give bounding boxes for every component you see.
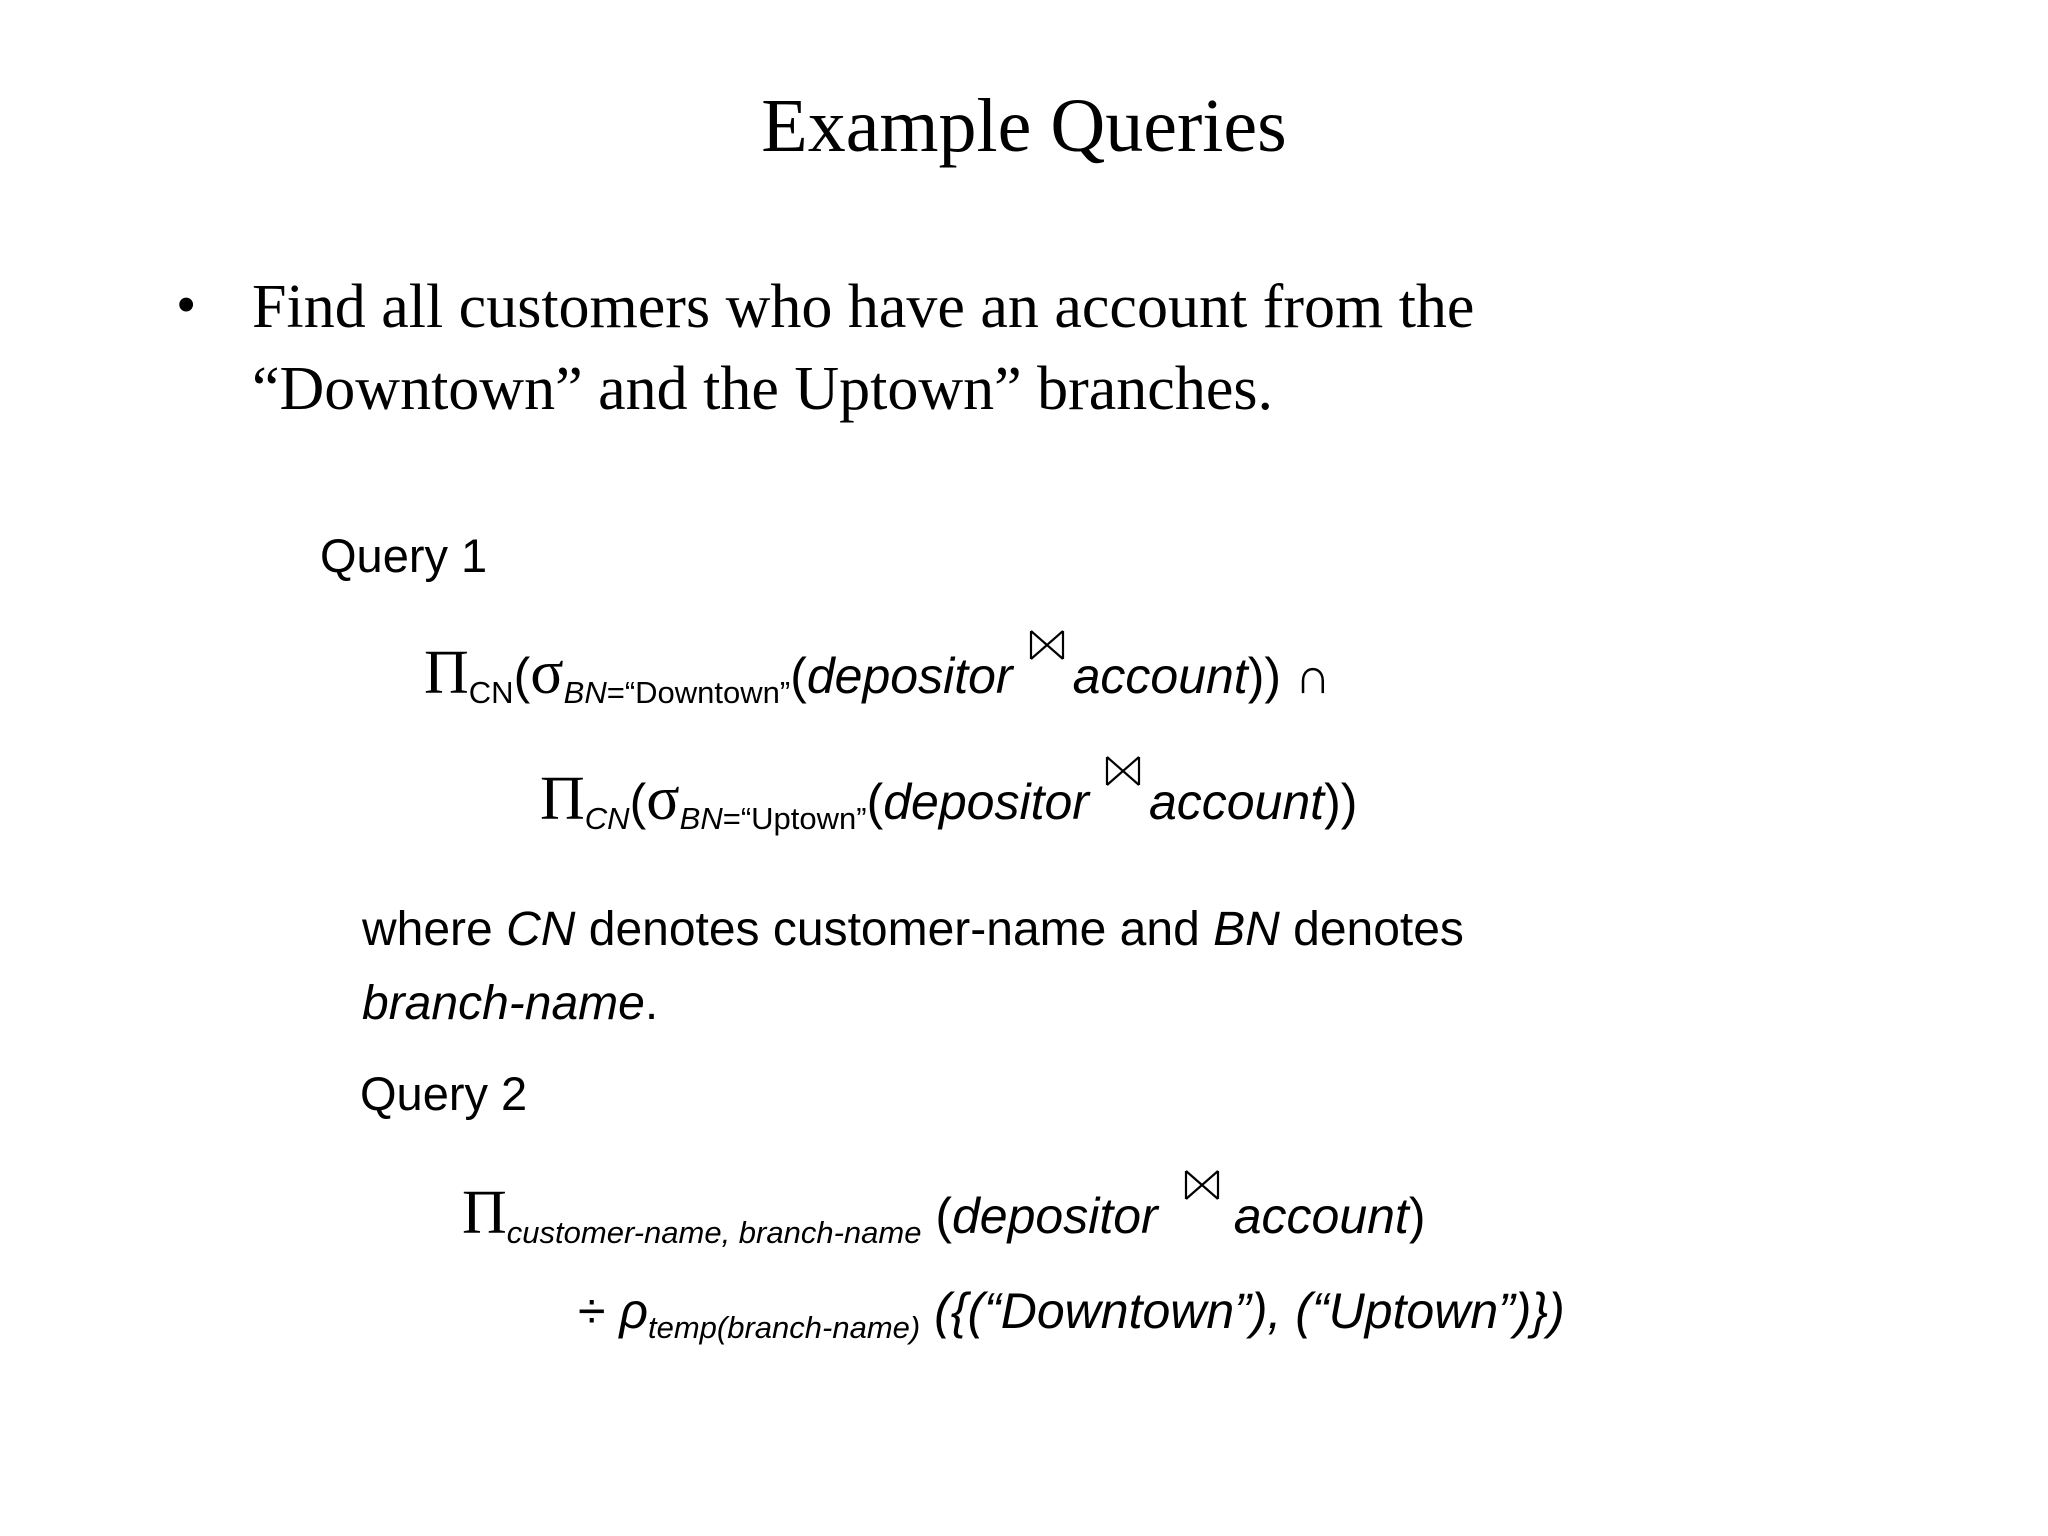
natural-join-icon	[1158, 1223, 1234, 1233]
explanation-line-2	[362, 977, 659, 1030]
intersection-operator: ∩	[1294, 648, 1331, 704]
selection-symbol: σ	[530, 639, 564, 707]
projection-subscript: CN	[584, 800, 630, 836]
bullet-text-line-1: Find all customers who have an account from the	[252, 273, 1475, 341]
bullet-text-line-2: “Downtown” and the Uptown” branches.	[252, 355, 1273, 423]
projection-subscript: customer-name, branch-name	[506, 1214, 922, 1250]
selection-value: =“Downtown”	[606, 674, 791, 710]
projection-symbol: Π	[462, 1179, 507, 1247]
explanation-text: denotes	[1279, 903, 1464, 956]
selection-attribute: BN	[679, 800, 723, 836]
paren-close: ))	[1247, 648, 1282, 704]
paren-open: (	[866, 774, 884, 830]
selection-attribute: BN	[563, 674, 607, 710]
selection-symbol: σ	[646, 765, 680, 833]
paren-close: ))	[1324, 774, 1358, 830]
selection-value: =“Uptown”	[722, 800, 867, 836]
paren-open: (	[790, 648, 807, 704]
relation-depositor: depositor	[883, 774, 1089, 830]
explanation-line-1	[362, 903, 1464, 956]
query-2-label: Query 2	[360, 1067, 528, 1120]
explanation-term-bn: BN	[1213, 903, 1280, 956]
relation-depositor: depositor	[952, 1188, 1158, 1244]
rename-subscript: temp(branch-name)	[648, 1309, 921, 1345]
projection-symbol: Π	[540, 765, 585, 833]
natural-join-icon	[1013, 683, 1073, 693]
explanation-term-cn: CN	[506, 903, 576, 956]
paren-open: (	[513, 648, 531, 704]
paren-close: )	[1408, 1188, 1426, 1244]
projection-symbol: Π	[424, 639, 469, 707]
bullet-dot: •	[176, 272, 197, 337]
query-2-expression-line-1	[462, 1179, 1426, 1250]
explanation-text: where	[362, 903, 507, 956]
selection-subscript	[564, 675, 791, 710]
projection-subscript: CN	[468, 674, 514, 710]
relation-account: account	[1148, 774, 1325, 830]
query-1-label: Query 1	[320, 529, 488, 582]
query-1-expression-line-2	[540, 765, 1358, 836]
explanation-text: .	[644, 977, 659, 1030]
relation-account: account	[1072, 648, 1248, 704]
query-1-expression-line-1	[424, 639, 1331, 710]
paren-open: (	[629, 774, 647, 830]
rename-symbol: ρ	[619, 1283, 648, 1339]
explanation-text: denotes customer-name and	[575, 903, 1214, 956]
natural-join-icon	[1089, 809, 1149, 819]
selection-subscript	[680, 801, 867, 836]
division-operator: ÷	[578, 1283, 606, 1339]
relation-account: account	[1233, 1188, 1409, 1244]
query-2-expression-line-2	[578, 1283, 1565, 1345]
paren-open: (	[921, 1188, 952, 1244]
constant-relation: ({(“Downtown”), (“Uptown”)})	[920, 1283, 1565, 1339]
relation-depositor: depositor	[806, 648, 1013, 704]
explanation-term-branch-name: branch-name	[362, 977, 645, 1030]
slide-title: Example Queries	[761, 84, 1287, 168]
